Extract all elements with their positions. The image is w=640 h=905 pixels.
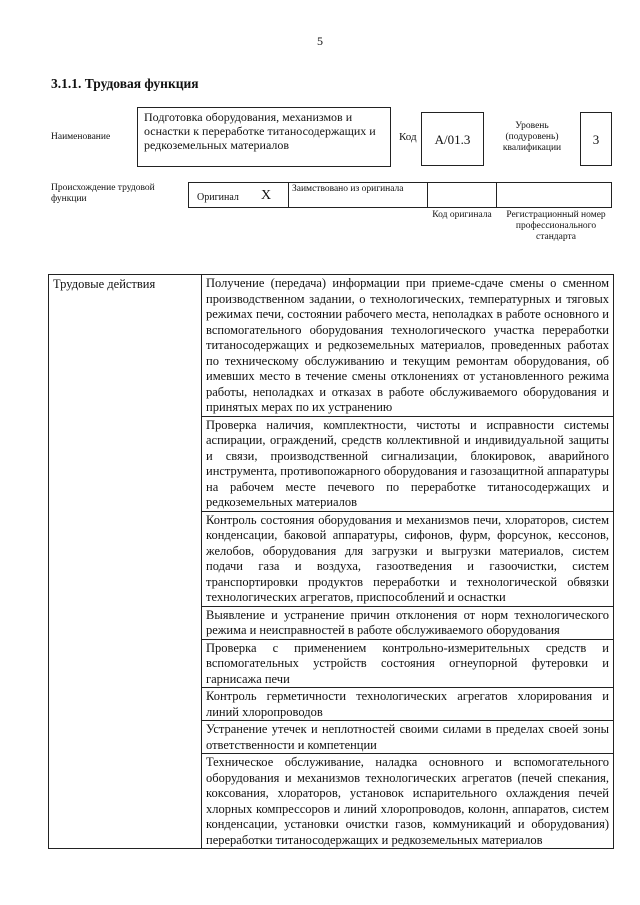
qualification-level-value: 3 xyxy=(580,112,612,166)
original-label: Оригинал xyxy=(197,192,239,203)
labor-actions-list xyxy=(202,275,614,849)
labor-action-item: Техническое обслуживание, наладка основного и вспомогательного оборудования и механизмов технологических агрегатов (печей спекания, коксования, хлораторов, установок испарительного охлаждения печей хлорных компрессоров и линий хлоропроводов, колонн, аппаратов, систем конденсации, установки очистки газов, коммуникаций и оборудования) переработки титаносодержащих и редкоземельных материалов xyxy=(206,755,609,847)
name-label: Наименование xyxy=(51,132,111,142)
reg-number-cell xyxy=(496,182,612,208)
reg-number-label: Регистрационный номер профессионального стандарта xyxy=(506,210,606,242)
original-cell xyxy=(188,182,289,208)
labor-action-item: Контроль герметичности технологических агрегатов хлорирования и линий хлоропроводов xyxy=(202,688,613,721)
function-code-value: A/01.3 xyxy=(421,112,484,166)
labor-action-item: Контроль состояния оборудования и механизмов печи, хлораторов, систем конденсации, баковой аппаратуры, сифонов, фурм, форсунок, кессонов, желобов, оборудования для загрузки и выгрузки материалов, систем подачи газа и воздуха, газоотведения и газоочистки, систем транспортировки продуктов переработки и технологической обвязки технологических агрегатов, приспособлений и оснастки xyxy=(202,512,613,607)
code-original-cell xyxy=(427,182,497,208)
labor-action-item: Проверка наличия, комплектности, чистоты и исправности системы аспирации, ограждений, средств коллективной и индивидуальной защиты и связи, производственной сигнализации, блокировок, аварийного инструмента, противопожарного оборудования и газозащитной аппаратуры на рабочем месте печевого по переработке титаносодержащих и редкоземельных материалов xyxy=(202,417,613,512)
labor-actions-table xyxy=(48,274,614,849)
function-name-value: Подготовка оборудования, механизмов и оснастки к переработке титаносодержащих и редкоземельных материалов xyxy=(137,107,391,167)
labor-actions-header: Трудовые действия xyxy=(49,275,202,849)
labor-action-item: Получение (передача) информации при приеме-сдаче смены о сменном производственном задании, о технологических, температурных и тяговых режимах печи, состоянии рабочего места, неполадках в работе основного и вспомогательного оборудования технологического участка переработки титаносодержащих и редкоземельных материалов, проведенных работах по техническому обслуживанию и текущим ремонтам оборудования, об имевших место в течение смены отклонениях от установленного режима работы, неполадках и отказах в работе обслуживаемого оборудования и принятых мерах по их устранению xyxy=(202,275,613,417)
origin-row xyxy=(188,182,612,208)
qualification-level-label: Уровень (подуровень) квалификации xyxy=(502,121,562,153)
labor-action-item: Устранение утечек и неплотностей своими силами в пределах своей зоны ответственности и компетенции xyxy=(202,721,613,754)
labor-action-item: Проверка с применением контрольно-измерительных средств и вспомогательных устройств состояния огнеупорной футеровки и гарнисажа печи xyxy=(202,640,613,689)
origin-label: Происхождение трудовой функции xyxy=(51,183,155,204)
code-label: Код xyxy=(399,131,417,143)
section-title: 3.1.1. Трудовая функция xyxy=(51,76,199,91)
labor-action-item: Выявление и устранение причин отклонения от норм технологического режима и неисправностей в работе обслуживаемого оборудования xyxy=(202,607,613,640)
original-mark: X xyxy=(261,188,272,203)
code-original-label: Код оригинала xyxy=(432,210,492,220)
borrowed-label: Заимствовано из оригинала xyxy=(292,184,404,194)
borrowed-cell xyxy=(288,182,428,208)
page-number: 5 xyxy=(317,34,323,48)
